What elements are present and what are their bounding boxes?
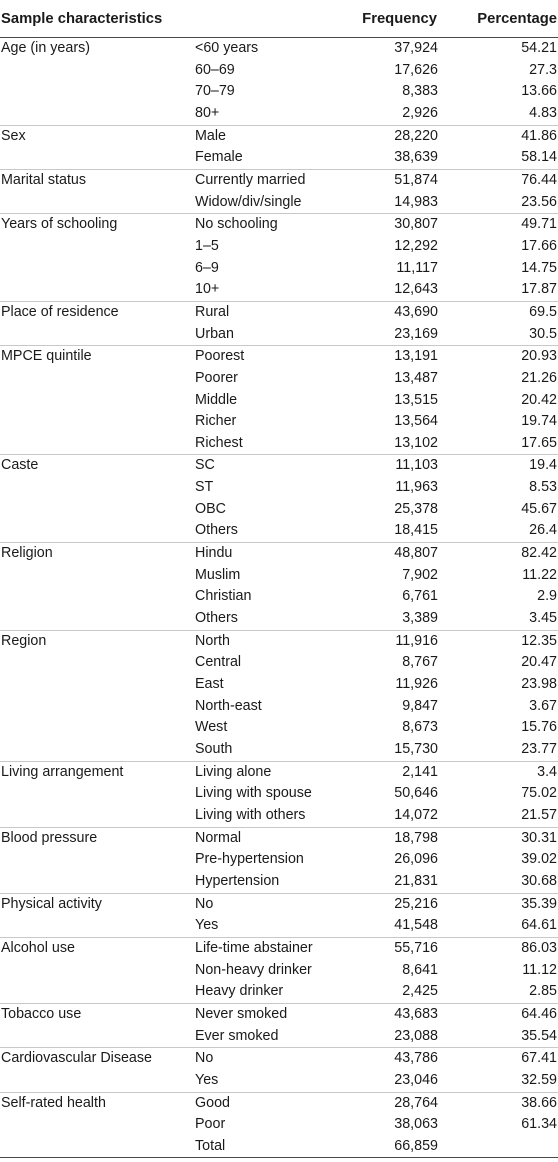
characteristic-cell bbox=[0, 674, 194, 696]
characteristic-cell: Caste bbox=[0, 455, 194, 477]
frequency-cell: 13,191 bbox=[340, 346, 441, 368]
characteristic-cell bbox=[0, 565, 194, 587]
characteristic-cell bbox=[0, 236, 194, 258]
percentage-cell: 75.02 bbox=[521, 785, 557, 802]
frequency-cell: 17,626 bbox=[394, 61, 438, 78]
characteristic-cell: Self-rated health bbox=[0, 1092, 194, 1114]
frequency-cell: 43,786 bbox=[340, 1048, 441, 1070]
subcategory-cell: Living alone bbox=[194, 761, 340, 783]
table-row bbox=[0, 805, 558, 827]
percentage-cell: 26.4 bbox=[529, 522, 557, 539]
characteristic-cell: Sex bbox=[0, 125, 194, 147]
percentage-cell: 41.86 bbox=[441, 125, 558, 147]
subcategory-cell: Normal bbox=[194, 827, 340, 849]
characteristic-cell bbox=[0, 390, 194, 412]
percentage-cell: 8.53 bbox=[529, 479, 557, 496]
characteristic-cell bbox=[0, 849, 194, 871]
table-row bbox=[0, 761, 558, 783]
frequency-cell: 8,641 bbox=[402, 961, 438, 978]
table-row bbox=[0, 279, 558, 301]
frequency-cell: 11,963 bbox=[395, 479, 438, 496]
table-row bbox=[0, 981, 558, 1003]
subcategory-cell: No bbox=[194, 1048, 340, 1070]
table-row bbox=[0, 214, 558, 236]
percentage-cell: 20.93 bbox=[441, 346, 558, 368]
subcategory-cell: North bbox=[194, 630, 340, 652]
subcategory-cell: Others bbox=[195, 522, 238, 539]
subcategory-cell: Heavy drinker bbox=[195, 983, 284, 1000]
subcategory-cell: 10+ bbox=[195, 281, 220, 298]
table-row bbox=[0, 60, 558, 82]
percentage-cell: 82.42 bbox=[441, 543, 558, 565]
frequency-cell: 13,515 bbox=[394, 391, 438, 408]
table-row bbox=[0, 258, 558, 280]
percentage-cell: 15.76 bbox=[521, 719, 557, 736]
characteristic-cell bbox=[0, 586, 194, 608]
characteristic-cell: Living arrangement bbox=[0, 761, 194, 783]
subcategory-cell: Urban bbox=[195, 325, 234, 342]
subcategory-cell: 6–9 bbox=[195, 259, 219, 276]
characteristic-cell: Place of residence bbox=[0, 301, 194, 323]
characteristic-cell: Tobacco use bbox=[0, 1003, 194, 1025]
percentage-cell: 76.44 bbox=[441, 169, 558, 191]
characteristic-cell: Alcohol use bbox=[0, 937, 194, 959]
table-row bbox=[0, 236, 558, 258]
table-row bbox=[0, 937, 558, 959]
percentage-cell: 54.21 bbox=[521, 40, 557, 56]
frequency-cell: 41,548 bbox=[394, 917, 438, 934]
subcategory-cell: Currently married bbox=[194, 169, 340, 191]
table-row bbox=[0, 565, 558, 587]
frequency-cell: 51,874 bbox=[340, 169, 441, 191]
table-row bbox=[0, 630, 558, 652]
table-row bbox=[0, 433, 558, 455]
subcategory-cell: 70–79 bbox=[195, 83, 235, 100]
table-row bbox=[0, 390, 558, 412]
table-row bbox=[0, 192, 558, 214]
subcategory-cell: Central bbox=[195, 654, 242, 671]
characteristic-cell bbox=[0, 60, 194, 82]
percentage-cell: 20.47 bbox=[521, 654, 557, 671]
table-row bbox=[0, 586, 558, 608]
characteristic-cell bbox=[0, 717, 194, 739]
table-row bbox=[0, 103, 558, 125]
characteristic-cell bbox=[0, 324, 194, 346]
characteristic-cell bbox=[0, 279, 194, 301]
subcategory-cell: Non-heavy drinker bbox=[195, 961, 312, 978]
subcategory-cell: No bbox=[194, 893, 340, 915]
percentage-cell: 49.71 bbox=[441, 214, 558, 236]
frequency-cell: 14,072 bbox=[394, 806, 438, 823]
percentage-cell: 38.66 bbox=[441, 1092, 558, 1114]
frequency-cell: 23,169 bbox=[394, 325, 438, 342]
frequency-cell: 66,859 bbox=[340, 1136, 441, 1158]
characteristic-cell bbox=[0, 739, 194, 761]
subcategory-cell: Widow/div/single bbox=[195, 193, 302, 210]
characteristic-cell bbox=[0, 477, 194, 499]
frequency-cell: 55,716 bbox=[340, 937, 441, 959]
percentage-cell bbox=[441, 1136, 558, 1158]
subcategory-cell: No schooling bbox=[194, 214, 340, 236]
characteristic-cell: Age (in years) bbox=[1, 40, 90, 56]
percentage-cell: 21.26 bbox=[521, 369, 557, 386]
subcategory-cell: West bbox=[195, 719, 228, 736]
frequency-cell: 8,383 bbox=[402, 83, 438, 100]
table-row bbox=[0, 125, 558, 147]
subcategory-cell: ST bbox=[195, 479, 214, 496]
frequency-cell: 43,683 bbox=[340, 1003, 441, 1025]
header-row bbox=[0, 0, 558, 38]
table-row bbox=[0, 301, 558, 323]
frequency-cell: 28,764 bbox=[340, 1092, 441, 1114]
percentage-cell: 14.75 bbox=[521, 259, 557, 276]
percentage-cell: 3.4 bbox=[441, 761, 558, 783]
frequency-cell: 11,103 bbox=[340, 455, 441, 477]
percentage-cell: 32.59 bbox=[521, 1071, 557, 1088]
table-row bbox=[0, 696, 558, 718]
subcategory-cell: Muslim bbox=[195, 566, 241, 583]
table-row bbox=[0, 674, 558, 696]
subcategory-cell: Richer bbox=[195, 413, 237, 430]
frequency-cell: 48,807 bbox=[340, 543, 441, 565]
percentage-cell: 61.34 bbox=[521, 1116, 557, 1133]
frequency-cell: 12,643 bbox=[394, 281, 438, 298]
percentage-cell: 30.5 bbox=[529, 325, 557, 342]
characteristic-cell bbox=[0, 103, 194, 125]
percentage-cell: 64.46 bbox=[441, 1003, 558, 1025]
percentage-cell: 67.41 bbox=[441, 1048, 558, 1070]
frequency-cell: 18,415 bbox=[394, 522, 438, 539]
frequency-cell: 6,761 bbox=[402, 588, 438, 605]
characteristic-cell: Marital status bbox=[0, 169, 194, 191]
frequency-cell: 23,088 bbox=[394, 1027, 438, 1044]
characteristic-cell bbox=[0, 1114, 194, 1136]
frequency-cell: 23,046 bbox=[394, 1071, 438, 1088]
header-frequency: Frequency bbox=[340, 0, 441, 38]
characteristic-cell bbox=[0, 433, 194, 455]
table-row bbox=[0, 915, 558, 937]
percentage-cell: 19.74 bbox=[521, 413, 557, 430]
characteristic-cell: Blood pressure bbox=[0, 827, 194, 849]
subcategory-cell: Christian bbox=[195, 588, 252, 605]
header-subcategory bbox=[194, 0, 340, 38]
table-row bbox=[0, 1136, 558, 1158]
table-row bbox=[0, 1114, 558, 1136]
table-row bbox=[0, 38, 558, 60]
table-row bbox=[0, 1048, 558, 1070]
frequency-cell: 13,564 bbox=[394, 413, 438, 430]
frequency-cell: 2,425 bbox=[402, 983, 438, 1000]
subcategory-cell: 80+ bbox=[195, 104, 220, 121]
percentage-cell: 20.42 bbox=[521, 391, 557, 408]
subcategory-cell: Hypertension bbox=[195, 872, 280, 889]
frequency-cell: 13,102 bbox=[394, 434, 438, 451]
characteristic-cell: Religion bbox=[0, 543, 194, 565]
table-row bbox=[0, 1026, 558, 1048]
frequency-cell: 38,063 bbox=[394, 1116, 438, 1133]
percentage-cell: 17.66 bbox=[521, 237, 557, 254]
characteristic-cell bbox=[0, 871, 194, 893]
subcategory-cell: Yes bbox=[195, 1071, 219, 1088]
characteristic-cell bbox=[0, 960, 194, 982]
subcategory-cell: Rural bbox=[194, 301, 340, 323]
frequency-cell: 8,767 bbox=[402, 654, 438, 671]
characteristic-cell bbox=[0, 652, 194, 674]
frequency-cell: 26,096 bbox=[394, 851, 438, 868]
percentage-cell: 3.67 bbox=[529, 697, 557, 714]
table-row bbox=[0, 368, 558, 390]
frequency-cell: 25,378 bbox=[394, 500, 438, 517]
subcategory-cell: Female bbox=[195, 149, 243, 166]
percentage-cell: 45.67 bbox=[521, 500, 557, 517]
frequency-cell: 15,730 bbox=[394, 741, 438, 757]
frequency-cell: 9,847 bbox=[402, 697, 438, 714]
percentage-cell: 69.5 bbox=[441, 301, 558, 323]
frequency-cell: 3,389 bbox=[402, 610, 438, 627]
percentage-cell: 58.14 bbox=[521, 149, 557, 166]
characteristic-cell bbox=[0, 520, 194, 542]
table-row bbox=[0, 739, 558, 761]
frequency-cell: 2,141 bbox=[340, 761, 441, 783]
characteristic-cell bbox=[0, 783, 194, 805]
frequency-cell: 38,639 bbox=[394, 149, 438, 166]
table-row bbox=[0, 543, 558, 565]
subcategory-cell: Others bbox=[195, 610, 238, 627]
characteristic-cell bbox=[0, 1136, 194, 1158]
table-row bbox=[0, 717, 558, 739]
subcategory-cell: Poorest bbox=[194, 346, 340, 368]
table-row bbox=[0, 783, 558, 805]
subcategory-cell: 60–69 bbox=[195, 61, 235, 78]
subcategory-cell: Never smoked bbox=[194, 1003, 340, 1025]
subcategory-cell: Poor bbox=[195, 1116, 226, 1133]
table-row bbox=[0, 608, 558, 630]
header-percentage: Percentage bbox=[441, 0, 558, 38]
subcategory-cell: Richest bbox=[195, 434, 243, 451]
characteristic-cell bbox=[0, 499, 194, 521]
table-row bbox=[0, 324, 558, 346]
frequency-cell: 11,926 bbox=[395, 676, 438, 693]
characteristic-cell bbox=[0, 147, 194, 169]
table-row bbox=[0, 455, 558, 477]
characteristic-cell bbox=[0, 608, 194, 630]
characteristic-cell: MPCE quintile bbox=[0, 346, 194, 368]
percentage-cell: 11.12 bbox=[522, 961, 557, 978]
frequency-cell: 2,926 bbox=[402, 104, 438, 121]
table-row bbox=[0, 346, 558, 368]
frequency-cell: 8,673 bbox=[402, 719, 438, 736]
frequency-cell: 43,690 bbox=[340, 301, 441, 323]
percentage-cell: 35.54 bbox=[521, 1027, 557, 1044]
subcategory-cell: Yes bbox=[195, 917, 219, 934]
percentage-cell: 2.85 bbox=[529, 983, 557, 1000]
characteristic-cell bbox=[0, 258, 194, 280]
table-row bbox=[0, 147, 558, 169]
characteristic-cell bbox=[0, 696, 194, 718]
table-row bbox=[0, 477, 558, 499]
subcategory-cell: OBC bbox=[195, 500, 226, 517]
characteristic-cell: Physical activity bbox=[0, 893, 194, 915]
frequency-cell: 18,798 bbox=[340, 827, 441, 849]
table-row bbox=[0, 169, 558, 191]
characteristic-cell bbox=[0, 981, 194, 1003]
subcategory-cell: Living with spouse bbox=[195, 785, 312, 802]
percentage-cell: 13.66 bbox=[521, 83, 557, 100]
percentage-cell: 35.39 bbox=[441, 893, 558, 915]
table-row bbox=[0, 849, 558, 871]
characteristic-cell bbox=[0, 411, 194, 433]
subcategory-cell: Living with others bbox=[195, 806, 306, 823]
characteristic-cell bbox=[0, 805, 194, 827]
percentage-cell: 17.65 bbox=[521, 434, 557, 451]
table-row bbox=[0, 893, 558, 915]
table-row bbox=[0, 520, 558, 542]
table-row bbox=[0, 1003, 558, 1025]
percentage-cell: 30.68 bbox=[521, 872, 557, 889]
percentage-cell: 39.02 bbox=[521, 851, 557, 868]
table-header bbox=[0, 0, 558, 38]
percentage-cell: 4.83 bbox=[529, 104, 557, 121]
table-row bbox=[0, 827, 558, 849]
subcategory-cell: Ever smoked bbox=[195, 1027, 279, 1044]
subcategory-cell: <60 years bbox=[195, 40, 259, 56]
frequency-cell: 30,807 bbox=[340, 214, 441, 236]
frequency-cell: 13,487 bbox=[394, 369, 438, 386]
percentage-cell: 64.61 bbox=[521, 917, 557, 934]
frequency-cell: 7,902 bbox=[402, 566, 438, 583]
table-row bbox=[0, 1092, 558, 1114]
table-row bbox=[0, 960, 558, 982]
characteristic-cell: Years of schooling bbox=[0, 214, 194, 236]
subcategory-cell: Good bbox=[194, 1092, 340, 1114]
percentage-cell: 3.45 bbox=[529, 610, 557, 627]
percentage-cell: 23.56 bbox=[521, 193, 557, 210]
characteristic-cell bbox=[0, 81, 194, 103]
characteristic-cell: Region bbox=[0, 630, 194, 652]
subcategory-cell: North-east bbox=[195, 697, 262, 714]
table-row bbox=[0, 871, 558, 893]
table-row bbox=[0, 652, 558, 674]
characteristic-cell: Cardiovascular Disease bbox=[0, 1048, 194, 1070]
characteristic-cell bbox=[0, 1026, 194, 1048]
subcategory-cell: Poorer bbox=[195, 369, 238, 386]
percentage-cell: 27.3 bbox=[529, 61, 557, 78]
table-row bbox=[0, 499, 558, 521]
table-row bbox=[0, 411, 558, 433]
percentage-cell: 11.22 bbox=[522, 566, 557, 583]
percentage-cell: 23.77 bbox=[521, 741, 557, 757]
percentage-cell: 2.9 bbox=[537, 588, 557, 605]
subcategory-cell: Middle bbox=[195, 391, 238, 408]
table-row bbox=[0, 1070, 558, 1092]
subcategory-cell: Male bbox=[194, 125, 340, 147]
percentage-cell: 23.98 bbox=[521, 676, 557, 693]
frequency-cell: 25,216 bbox=[340, 893, 441, 915]
characteristic-cell bbox=[0, 368, 194, 390]
subcategory-cell: SC bbox=[194, 455, 340, 477]
frequency-cell: 11,916 bbox=[340, 630, 441, 652]
subcategory-cell: Pre-hypertension bbox=[195, 851, 304, 868]
characteristic-cell bbox=[0, 1070, 194, 1092]
frequency-cell: 11,117 bbox=[396, 259, 438, 276]
percentage-cell: 30.31 bbox=[441, 827, 558, 849]
frequency-cell: 37,924 bbox=[394, 40, 438, 56]
frequency-cell: 50,646 bbox=[394, 785, 438, 802]
subcategory-cell: Hindu bbox=[194, 543, 340, 565]
frequency-cell: 14,983 bbox=[394, 193, 438, 210]
percentage-cell: 86.03 bbox=[441, 937, 558, 959]
subcategory-cell: Total bbox=[194, 1136, 340, 1158]
subcategory-cell: East bbox=[195, 676, 224, 693]
percentage-cell: 17.87 bbox=[521, 281, 557, 298]
header-sample-characteristics: Sample characteristics bbox=[0, 0, 194, 38]
characteristic-cell bbox=[0, 192, 194, 214]
percentage-cell: 21.57 bbox=[521, 806, 557, 823]
percentage-cell: 19.4 bbox=[441, 455, 558, 477]
frequency-cell: 28,220 bbox=[340, 125, 441, 147]
frequency-cell: 12,292 bbox=[394, 237, 438, 254]
frequency-cell: 21,831 bbox=[394, 872, 438, 889]
table-body bbox=[0, 38, 558, 1158]
table-row bbox=[0, 81, 558, 103]
characteristic-cell bbox=[0, 915, 194, 937]
subcategory-cell: 1–5 bbox=[195, 237, 219, 254]
subcategory-cell: South bbox=[195, 741, 233, 757]
subcategory-cell: Life-time abstainer bbox=[194, 937, 340, 959]
percentage-cell: 12.35 bbox=[441, 630, 558, 652]
